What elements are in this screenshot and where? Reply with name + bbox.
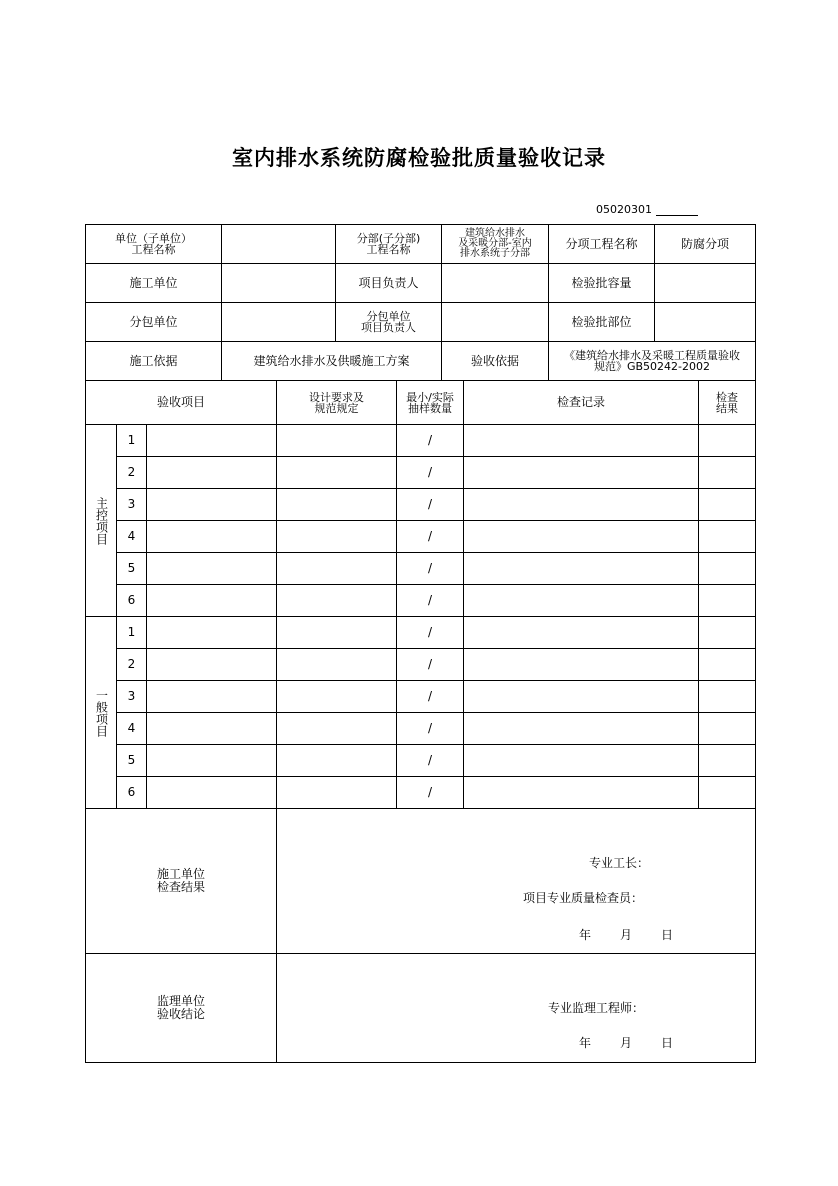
main-row-number: 2 xyxy=(117,457,147,489)
general-check-result[interactable] xyxy=(699,681,756,713)
main-item-content[interactable] xyxy=(147,425,277,457)
form-code-value: 05020301 xyxy=(596,203,652,216)
main-row xyxy=(86,521,756,553)
main-design-requirement[interactable] xyxy=(277,457,397,489)
main-sample-count: / xyxy=(397,553,464,585)
general-item-content[interactable] xyxy=(147,745,277,777)
general-check-record[interactable] xyxy=(464,777,699,809)
general-item-content[interactable] xyxy=(147,777,277,809)
main-row-number: 1 xyxy=(117,425,147,457)
general-check-record[interactable] xyxy=(464,649,699,681)
main-check-record[interactable] xyxy=(464,425,699,457)
main-check-record[interactable] xyxy=(464,585,699,617)
foreman-label: 专业工长： xyxy=(589,856,650,870)
contractor-check-label: 施工单位 检查结果 xyxy=(86,809,277,954)
item-value: 防腐分项 xyxy=(655,225,756,264)
unit-name-value[interactable] xyxy=(222,225,336,264)
subdiv-label: 分部(子分部) 工程名称 xyxy=(336,225,442,264)
general-check-record[interactable] xyxy=(464,745,699,777)
main-sample-count: / xyxy=(397,585,464,617)
general-row xyxy=(86,649,756,681)
general-design-requirement[interactable] xyxy=(277,649,397,681)
general-row-number: 5 xyxy=(117,745,147,777)
main-sample-count: / xyxy=(397,425,464,457)
general-design-requirement[interactable] xyxy=(277,777,397,809)
main-check-result[interactable] xyxy=(699,521,756,553)
general-row xyxy=(86,681,756,713)
accept-basis-label: 验收依据 xyxy=(442,342,549,381)
main-design-requirement[interactable] xyxy=(277,585,397,617)
main-item-content[interactable] xyxy=(147,489,277,521)
main-row-number: 5 xyxy=(117,553,147,585)
location-label: 检验批部位 xyxy=(549,303,655,342)
general-item-content[interactable] xyxy=(147,617,277,649)
main-check-record[interactable] xyxy=(464,521,699,553)
main-row xyxy=(86,553,756,585)
contractor-year: 年 xyxy=(579,928,592,942)
pm-value[interactable] xyxy=(442,264,549,303)
general-check-result[interactable] xyxy=(699,617,756,649)
pm-label: 项目负责人 xyxy=(336,264,442,303)
main-item-content[interactable] xyxy=(147,457,277,489)
supervisor-month: 月 xyxy=(620,1036,633,1050)
general-sample-count: / xyxy=(397,649,464,681)
general-sample-count: / xyxy=(397,777,464,809)
inspection-table xyxy=(85,380,756,809)
unit-name-label: 单位（子单位） 工程名称 xyxy=(86,225,222,264)
main-check-result[interactable] xyxy=(699,489,756,521)
header-table xyxy=(85,224,756,381)
basis-label: 施工依据 xyxy=(86,342,222,381)
general-sample-count: / xyxy=(397,713,464,745)
sub-pm-value[interactable] xyxy=(442,303,549,342)
supervisor-check-label: 监理单位 验收结论 xyxy=(86,954,277,1063)
general-sample-count: / xyxy=(397,617,464,649)
main-group-label xyxy=(86,425,117,617)
general-row-number: 6 xyxy=(117,777,147,809)
main-check-record[interactable] xyxy=(464,489,699,521)
item-label: 分项工程名称 xyxy=(549,225,655,264)
subdiv-value: 建筑给水排水 及采暖分部-室内 排水系统子分部 xyxy=(442,225,549,264)
general-group xyxy=(86,617,756,809)
main-sample-count: / xyxy=(397,489,464,521)
general-check-result[interactable] xyxy=(699,777,756,809)
col-record-header: 检查记录 xyxy=(464,381,699,425)
signoff-table xyxy=(85,808,756,1063)
col-design-header: 设计要求及 规范规定 xyxy=(277,381,397,425)
general-group-label xyxy=(86,617,117,809)
inspector-label: 项目专业质量检查员： xyxy=(523,891,644,905)
col-result-header: 检查 结果 xyxy=(699,381,756,425)
main-group-text: 主控项目 xyxy=(94,496,109,545)
main-row xyxy=(86,585,756,617)
main-sample-count: / xyxy=(397,457,464,489)
contractor-day: 日 xyxy=(661,928,674,942)
general-design-requirement[interactable] xyxy=(277,745,397,777)
main-design-requirement[interactable] xyxy=(277,521,397,553)
main-check-record[interactable] xyxy=(464,457,699,489)
engineer-label: 专业监理工程师： xyxy=(548,1001,645,1015)
main-row-number: 6 xyxy=(117,585,147,617)
main-control-group xyxy=(86,425,756,617)
general-item-content[interactable] xyxy=(147,713,277,745)
sub-pm-label: 分包单位 项目负责人 xyxy=(336,303,442,342)
main-item-content[interactable] xyxy=(147,553,277,585)
contractor-month: 月 xyxy=(620,928,633,942)
main-design-requirement[interactable] xyxy=(277,553,397,585)
general-check-result[interactable] xyxy=(699,649,756,681)
general-design-requirement[interactable] xyxy=(277,617,397,649)
general-check-record[interactable] xyxy=(464,713,699,745)
main-design-requirement[interactable] xyxy=(277,425,397,457)
main-row xyxy=(86,425,756,457)
form-code-blank[interactable] xyxy=(656,205,698,216)
contractor-label: 施工单位 xyxy=(86,264,222,303)
supervisor-check-area[interactable] xyxy=(277,954,756,1063)
general-item-content[interactable] xyxy=(147,649,277,681)
contractor-check-area[interactable] xyxy=(277,809,756,954)
accept-basis-value: 《建筑给水排水及采暖工程质量验收 规范》GB50242-2002 xyxy=(549,342,756,381)
main-check-result[interactable] xyxy=(699,553,756,585)
main-check-result[interactable] xyxy=(699,425,756,457)
main-sample-count: / xyxy=(397,521,464,553)
location-value[interactable] xyxy=(655,303,756,342)
general-design-requirement[interactable] xyxy=(277,681,397,713)
general-row xyxy=(86,745,756,777)
contractor-value[interactable] xyxy=(222,264,336,303)
page-title: 室内排水系统防腐检验批质量验收记录 xyxy=(232,145,606,170)
general-check-record[interactable] xyxy=(464,681,699,713)
general-row-number: 2 xyxy=(117,649,147,681)
general-row-number: 3 xyxy=(117,681,147,713)
capacity-value[interactable] xyxy=(655,264,756,303)
subcontractor-label: 分包单位 xyxy=(86,303,222,342)
supervisor-year: 年 xyxy=(579,1036,592,1050)
general-sample-count: / xyxy=(397,745,464,777)
main-check-result[interactable] xyxy=(699,585,756,617)
main-item-content[interactable] xyxy=(147,521,277,553)
general-row xyxy=(86,713,756,745)
subcontractor-value[interactable] xyxy=(222,303,336,342)
main-row-number: 4 xyxy=(117,521,147,553)
supervisor-day: 日 xyxy=(661,1036,674,1050)
general-row xyxy=(86,777,756,809)
capacity-label: 检验批容量 xyxy=(549,264,655,303)
general-check-result[interactable] xyxy=(699,713,756,745)
general-design-requirement[interactable] xyxy=(277,713,397,745)
form-code xyxy=(596,203,698,216)
general-sample-count: / xyxy=(397,681,464,713)
main-row xyxy=(86,457,756,489)
general-group-text: 一般项目 xyxy=(94,688,109,737)
general-check-result[interactable] xyxy=(699,745,756,777)
general-item-content[interactable] xyxy=(147,681,277,713)
basis-value: 建筑给水排水及供暖施工方案 xyxy=(222,342,442,381)
general-check-record[interactable] xyxy=(464,617,699,649)
col-item-header: 验收项目 xyxy=(86,381,277,425)
main-design-requirement[interactable] xyxy=(277,489,397,521)
main-check-result[interactable] xyxy=(699,457,756,489)
col-sample-header: 最小/实际 抽样数量 xyxy=(397,381,464,425)
general-row-number: 4 xyxy=(117,713,147,745)
main-item-content[interactable] xyxy=(147,585,277,617)
main-row-number: 3 xyxy=(117,489,147,521)
general-row xyxy=(86,617,756,649)
main-row xyxy=(86,489,756,521)
main-check-record[interactable] xyxy=(464,553,699,585)
general-row-number: 1 xyxy=(117,617,147,649)
